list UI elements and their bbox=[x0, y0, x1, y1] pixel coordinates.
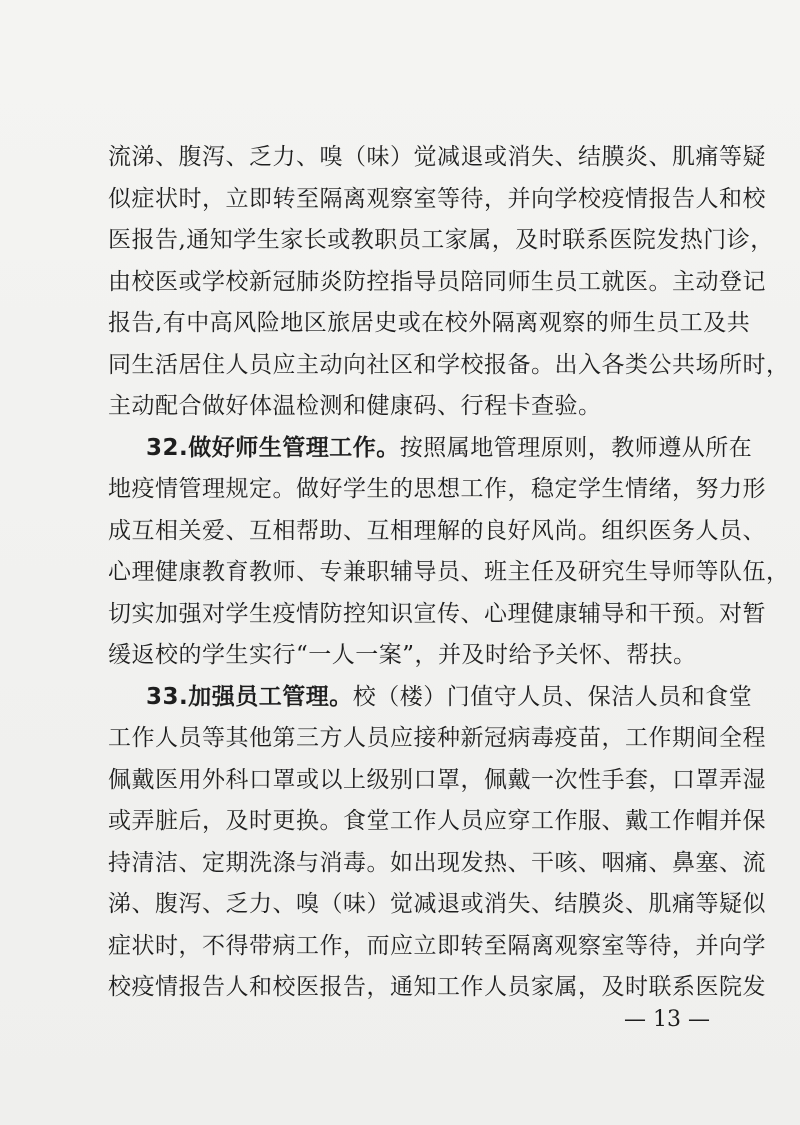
document-body bbox=[108, 137, 790, 1009]
text-line bbox=[108, 345, 790, 387]
section-heading: 33.加强员工管理。 bbox=[146, 683, 353, 710]
line-text: 工作人员等其他第三方人员应接种新冠病毒疫苗，工作期间全程 bbox=[108, 725, 766, 751]
text-line bbox=[108, 967, 766, 1009]
line-text: 似症状时，立即转至隔离观察室等待，并向学校疫情报告人和校 bbox=[108, 185, 766, 212]
text-line bbox=[108, 594, 766, 636]
section-heading-line bbox=[108, 677, 753, 719]
page-number: — 13 — bbox=[624, 1007, 710, 1032]
text-line bbox=[108, 303, 751, 345]
text-line bbox=[108, 552, 790, 594]
text-line bbox=[108, 843, 766, 885]
line-text: 症状时，不得带病工作，而应立即转至隔离观察室等待，并向学 bbox=[108, 932, 766, 959]
text-line bbox=[108, 884, 766, 926]
section-heading-line bbox=[108, 428, 753, 470]
text-line bbox=[108, 801, 766, 843]
line-text: 按照属地管理原则，教师遵从所在 bbox=[399, 434, 753, 461]
text-line bbox=[108, 469, 766, 511]
text-line bbox=[108, 635, 708, 677]
text-line bbox=[108, 386, 708, 428]
text-line bbox=[108, 718, 766, 760]
line-text: 心理健康教育教师、专兼职辅导员、班主任及研究生导师等队伍， bbox=[108, 559, 790, 585]
line-text: 校疫情报告人和校医报告，通知工作人员家属，及时联系医院发 bbox=[108, 974, 766, 1000]
line-text: 地疫情管理规定。做好学生的思想工作，稳定学生情绪，努力形 bbox=[108, 476, 766, 502]
text-line bbox=[108, 179, 766, 221]
line-text: 医报告,通知学生家长或教职员工家属，及时联系医院发热门诊， bbox=[108, 227, 774, 253]
text-line bbox=[108, 926, 766, 968]
text-line bbox=[108, 511, 766, 553]
text-line bbox=[108, 760, 766, 802]
line-text: 成互相关爱、互相帮助、互相理解的良好风尚。组织医务人员、 bbox=[108, 517, 766, 544]
line-text: 佩戴医用外科口罩或以上级别口罩，佩戴一次性手套，口罩弄湿 bbox=[108, 766, 766, 793]
line-text: 主动配合做好体温检测和健康码、行程卡查验。 bbox=[108, 393, 602, 419]
text-line bbox=[108, 262, 766, 304]
line-text: 由校医或学校新冠肺炎防控指导员陪同师生员工就医。主动登记 bbox=[108, 268, 766, 295]
line-text: 同生活居住人员应主动向社区和学校报备。出入各类公共场所时， bbox=[108, 351, 790, 378]
section-heading: 32.做好师生管理工作。 bbox=[146, 434, 400, 461]
line-text: 校（楼）门值守人员、保洁人员和食堂 bbox=[352, 683, 753, 710]
line-text: 或弄脏后，及时更换。食堂工作人员应穿工作服、戴工作帽并保 bbox=[108, 808, 766, 834]
line-text: 缓返校的学生实行“一人一案”，并及时给予关怀、帮扶。 bbox=[108, 642, 697, 668]
line-text: 持清洁、定期洗涤与消毒。如出现发热、干咳、咽痛、鼻塞、流 bbox=[108, 849, 766, 876]
line-text: 切实加强对学生疫情防控知识宣传、心理健康辅导和干预。对暂 bbox=[108, 600, 766, 627]
text-line bbox=[108, 220, 774, 262]
line-text: 报告,有中高风险地区旅居史或在校外隔离观察的师生员工及共 bbox=[108, 310, 751, 336]
text-line bbox=[108, 137, 766, 179]
line-text: 涕、腹泻、乏力、嗅（味）觉减退或消失、结膜炎、肌痛等疑似 bbox=[108, 891, 766, 917]
line-text: 流涕、腹泻、乏力、嗅（味）觉减退或消失、结膜炎、肌痛等疑 bbox=[108, 144, 766, 170]
